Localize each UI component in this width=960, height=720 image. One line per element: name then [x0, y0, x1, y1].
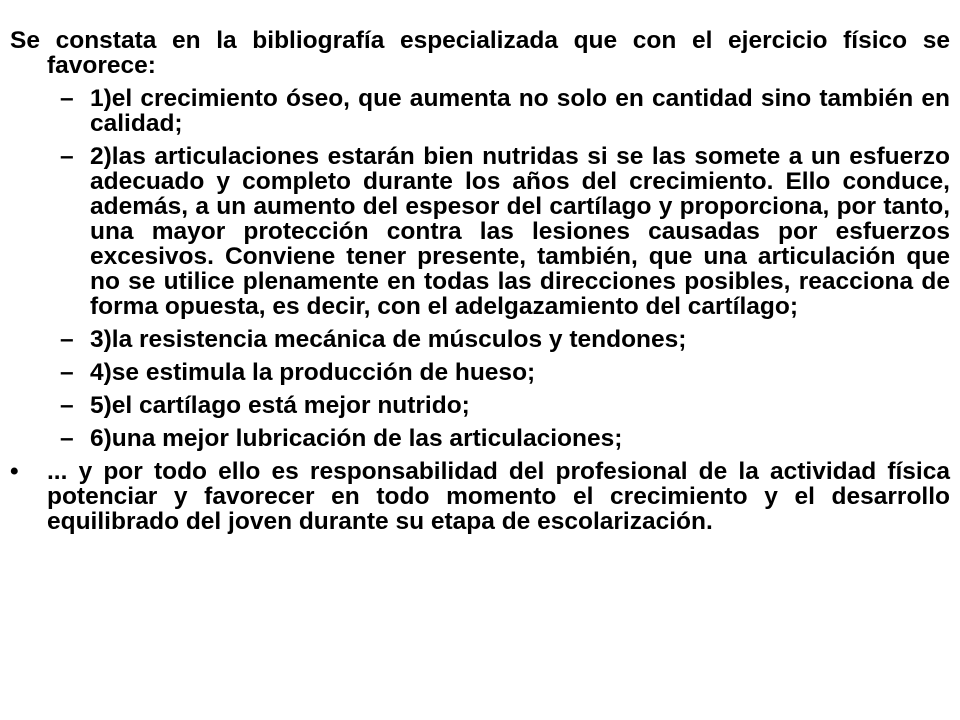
dash-marker: – [60, 359, 74, 386]
list-item-text: 3)la resistencia mecánica de músculos y tendones; [90, 326, 687, 353]
dash-marker: – [60, 85, 74, 112]
dash-marker: – [60, 425, 74, 452]
list-item-text: 5)el cartílago está mejor nutrido; [90, 392, 470, 419]
slide-body [10, 28, 950, 534]
list-item-text: 2)las articulaciones estarán bien nutridas si se las somete a un esfuerzo adecuado y completo durante los años del crecimiento. Ello conduce, además, a un aumento del espesor del cartílago y proporciona, por tanto, una mayor protección contra las lesiones causadas por esfuerzos excesivos. Conviene tener presente, también, que una articulación que no se utilice plenamente en todas las direcciones posibles, reacciona de forma opuesta, es decir, con el adelgazamiento del cartílago; [90, 143, 950, 320]
list-item-text: 4)se estimula la producción de hueso; [90, 359, 536, 386]
list-item [10, 144, 950, 319]
conclusion-text: ... y por todo ello es responsabilidad del profesional de la actividad física potenciar y favorecer en todo momento el crecimiento y el desarrollo equilibrado del joven durante su etapa de escolarización. [47, 458, 950, 535]
bullet-marker: • [10, 458, 19, 485]
list-item [10, 327, 950, 352]
list-item [10, 86, 950, 136]
dash-marker: – [60, 392, 74, 419]
list-item [10, 393, 950, 418]
dash-marker: – [60, 143, 74, 170]
list-item [10, 426, 950, 451]
intro-paragraph: Se constata en la bibliografía especializada que con el ejercicio físico se favorece: [10, 27, 950, 79]
list-item [10, 360, 950, 385]
conclusion-paragraph [10, 459, 950, 534]
list-item-text: 1)el crecimiento óseo, que aumenta no solo en cantidad sino también en calidad; [90, 85, 950, 137]
dash-marker: – [60, 326, 74, 353]
list-item-text: 6)una mejor lubricación de las articulaciones; [90, 425, 623, 452]
benefits-list [10, 86, 950, 451]
